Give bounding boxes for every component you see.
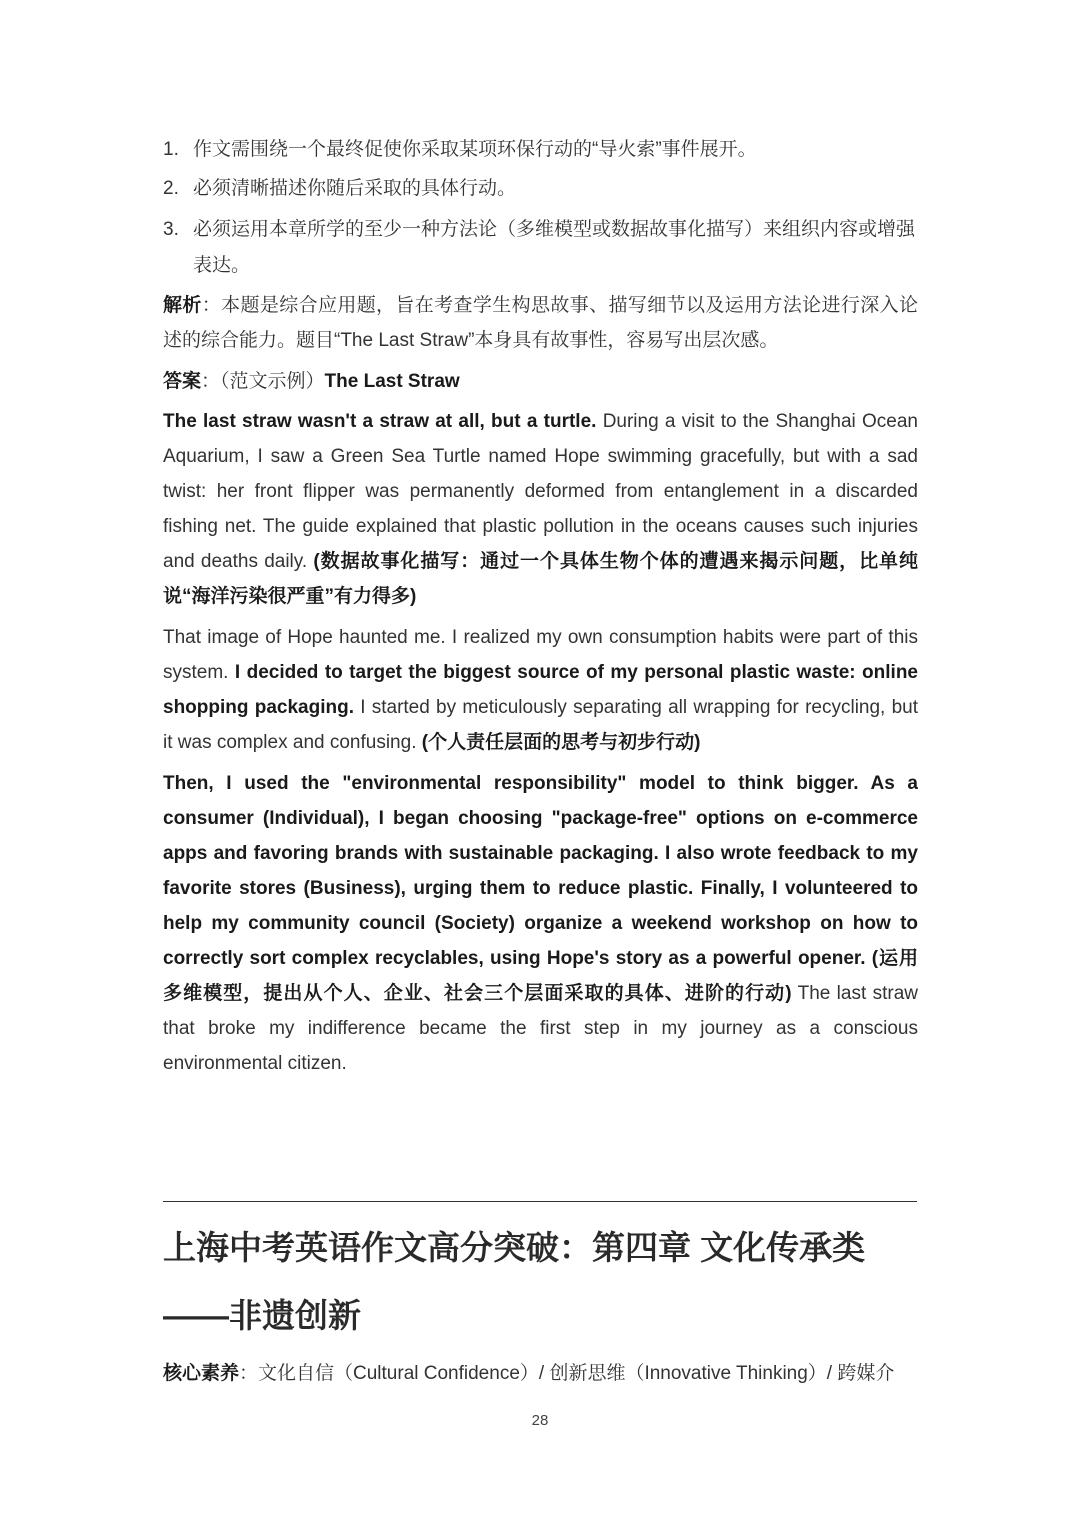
answer-note: ：（范文示例）: [201, 371, 325, 392]
chapter-title: 上海中考英语作文高分突破：第四章 文化传承类——非遗创新: [163, 1229, 866, 1334]
requirement-number: 1.: [163, 139, 179, 160]
requirement-number: 3.: [163, 219, 179, 240]
essay-p1-body: During a visit to the Shanghai Ocean Aquarium, I saw a Green Sea Turtle named Hope swimming gracefully, but with a sad twist: her front flipper was permanently deformed from entanglement in a discarded fishing net. The guide explained that plastic pollution in the oceans causes such injuries and deaths daily.: [163, 411, 919, 572]
requirement-item-3: [163, 212, 918, 284]
core-competency-line: [163, 1356, 918, 1391]
requirement-item-1: [163, 132, 918, 168]
essay-paragraph-3: [163, 766, 918, 1081]
requirement-text: 必须清晰描述你随后采取的具体行动。: [193, 178, 517, 199]
answer-heading: [163, 364, 918, 399]
section-divider: [163, 1201, 917, 1202]
essay-title: The Last Straw: [324, 371, 460, 392]
requirement-number: 2.: [163, 178, 179, 199]
essay-paragraph-2: [163, 620, 918, 760]
essay-p1-lead: The last straw wasn't a straw at all, but a turtle.: [163, 411, 597, 432]
essay-p2-start: That image of Hope haunted me. I realized my own consumption habits were part of this system.: [163, 627, 918, 683]
analysis-paragraph: [163, 288, 918, 358]
essay-paragraph-1: [163, 404, 918, 614]
core-text: ：文化自信（Cultural Confidence）/ 创新思维（Innovative Thinking）/ 跨媒介: [239, 1363, 895, 1384]
essay-p1-note: (数据故事化描写：通过一个具体生物个体的遭遇来揭示问题，比单纯说“海洋污染很严重”有力得多): [163, 551, 918, 607]
requirement-text: 必须运用本章所学的至少一种方法论（多维模型或数据故事化描写）来组织内容或增强表达。: [193, 219, 916, 276]
essay-p3-end: The last straw that broke my indifference became the first step in my journey as a conscious environmental citizen.: [163, 983, 918, 1074]
requirement-text: 作文需围绕一个最终促使你采取某项环保行动的“导火索”事件展开。: [193, 139, 757, 160]
analysis-text: ：本题是综合应用题，旨在考查学生构思故事、描写细节以及运用方法论进行深入论述的综合能力。题目“The Last Straw”本身具有故事性，容易写出层次感。: [163, 295, 918, 351]
essay-p2-note: (个人责任层面的思考与初步行动): [421, 732, 701, 753]
answer-label: 答案: [163, 371, 202, 392]
essay-p3-note: (运用多维模型，提出从个人、企业、社会三个层面采取的具体、进阶的行动): [163, 948, 918, 1004]
essay-p3-bold: Then, I used the "environmental responsibility" model to think bigger. As a consumer (Individual), I began choosing "package-free" options on e-commerce apps and favoring brands with sustainable packaging. I also wrote feedback to my favorite stores (Business), urging them to reduce plastic. Finally, I volunteered to help my community council (Society) organize a weekend workshop on how to correctly sort complex recyclables, using Hope's story as a powerful opener.: [163, 773, 918, 969]
essay-p2-body: I started by meticulously separating all wrapping for recycling, but it was complex and confusing.: [163, 697, 918, 753]
essay-p2-bold: I decided to target the biggest source of my personal plastic waste: online shopping packaging.: [163, 662, 918, 718]
page-number: 28: [531, 1412, 549, 1429]
analysis-label: 解析: [163, 295, 202, 316]
requirement-item-2: [163, 171, 918, 207]
core-label: 核心素养: [163, 1363, 240, 1384]
